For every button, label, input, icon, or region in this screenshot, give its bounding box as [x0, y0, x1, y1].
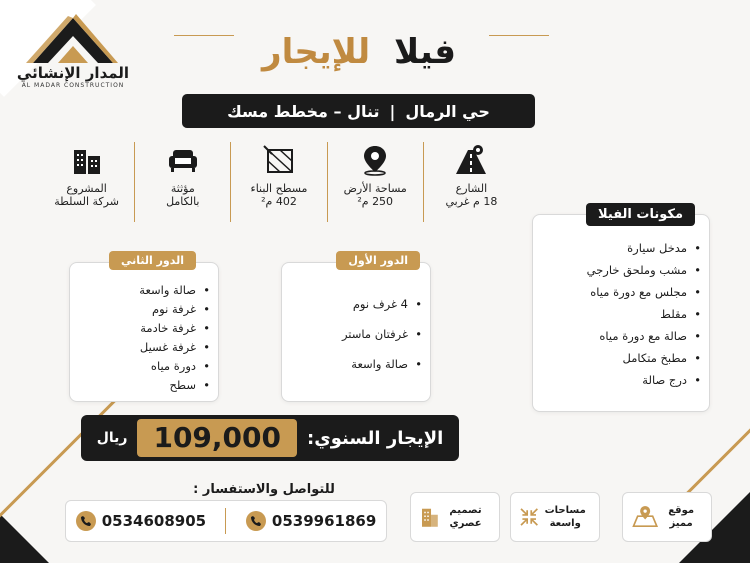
list-item: • مطبخ متكامل	[534, 347, 710, 369]
feature-land-area	[328, 142, 424, 222]
feature-furnished	[135, 142, 231, 222]
feature-project	[40, 142, 135, 222]
arrows-icon	[520, 502, 540, 532]
list-item: • صالة واسعة	[283, 349, 431, 379]
badge-location-text: موقع مميز	[669, 505, 696, 529]
feature-street	[424, 142, 520, 222]
first-floor-list	[283, 289, 431, 379]
list-item: • 4 غرف نوم	[283, 289, 431, 319]
feature-street-label: الشارع	[456, 182, 489, 195]
building-area-icon	[263, 144, 297, 176]
list-item: • مقلط	[534, 303, 710, 325]
map-icon	[632, 502, 660, 532]
phone-2-number: 0534608905	[102, 512, 208, 530]
phone-icon	[247, 511, 267, 531]
list-item: • دورة مياه	[71, 357, 219, 376]
feature-land-value: 250 م²	[358, 195, 395, 208]
logo-name-ar: المدار الإنشائي	[17, 64, 131, 82]
second-floor-card	[70, 254, 220, 402]
road-icon	[455, 144, 489, 176]
list-item: • غرفة نوم	[71, 300, 219, 319]
feature-build-label: مسطح البناء	[251, 182, 309, 195]
rent-amount: 109,000	[138, 419, 298, 457]
badge-design-text: تصميم عصري	[450, 505, 483, 529]
badge-location	[623, 492, 713, 542]
logo-mark-icon	[19, 8, 129, 68]
list-item: • مجلس مع دورة مياه	[534, 281, 710, 303]
second-floor-title: الدور الثاني	[110, 251, 197, 270]
location-pin-icon	[359, 144, 393, 176]
location-district: حي الرمال	[406, 101, 491, 121]
location-separator: |	[390, 101, 397, 121]
list-item: • درج صالة	[534, 369, 710, 391]
components-list	[534, 237, 710, 391]
location-bar	[183, 94, 536, 128]
feature-land-label: مساحة الأرض	[344, 182, 408, 195]
components-card	[533, 207, 711, 412]
list-item: • غرفة خادمة	[71, 319, 219, 338]
feature-build-value: 402 م²	[262, 195, 298, 208]
badge-design	[411, 492, 501, 542]
rent-currency: ريال	[97, 430, 129, 446]
rent-label: الإيجار السنوي:	[308, 427, 445, 449]
feature-build-area	[231, 142, 327, 222]
page-title	[170, 30, 550, 74]
list-item: • مدخل سيارة	[534, 237, 710, 259]
title-part1: فيلا	[395, 32, 458, 72]
first-floor-title: الدور الأول	[337, 251, 421, 270]
phone-1-number: 0539961869	[272, 512, 378, 530]
feature-street-value: 18 م غربي	[446, 195, 499, 208]
second-floor-list	[71, 281, 219, 395]
location-plan: تنال – مخطط مسك	[228, 101, 381, 121]
contact-box	[66, 500, 388, 542]
phone-icon	[77, 511, 97, 531]
contact-title: للتواصل والاستفسار :	[194, 482, 336, 497]
title-part2: للإيجار	[263, 32, 372, 72]
phone-1[interactable]	[247, 511, 377, 531]
feature-furnished-label: مؤثثة	[171, 182, 196, 195]
badge-spaces	[511, 492, 601, 542]
logo-name-en: AL MADAR CONSTRUCTION	[22, 82, 126, 89]
badge-spaces-text: مساحات واسعة	[545, 505, 587, 529]
contact-divider	[226, 508, 227, 534]
list-item: • غرفة غسيل	[71, 338, 219, 357]
feature-furnished-value: بالكامل	[167, 195, 201, 208]
building-icon	[420, 502, 441, 532]
buildings-icon	[71, 144, 105, 176]
list-item: • صالة مع دورة مياه	[534, 325, 710, 347]
list-item: • مشب وملحق خارجي	[534, 259, 710, 281]
logo	[14, 8, 134, 89]
list-item: • صالة واسعة	[71, 281, 219, 300]
list-item: • سطح	[71, 376, 219, 395]
phone-2[interactable]	[77, 511, 207, 531]
sofa-icon	[167, 144, 201, 176]
features-row	[40, 142, 520, 222]
first-floor-card	[282, 254, 432, 402]
feature-project-value: شركة السلطة	[55, 195, 120, 208]
rent-bar	[82, 415, 460, 461]
list-item: • غرفتان ماستر	[283, 319, 431, 349]
feature-project-label: المشروع	[67, 182, 108, 195]
components-title: مكونات الفيلا	[587, 203, 696, 226]
